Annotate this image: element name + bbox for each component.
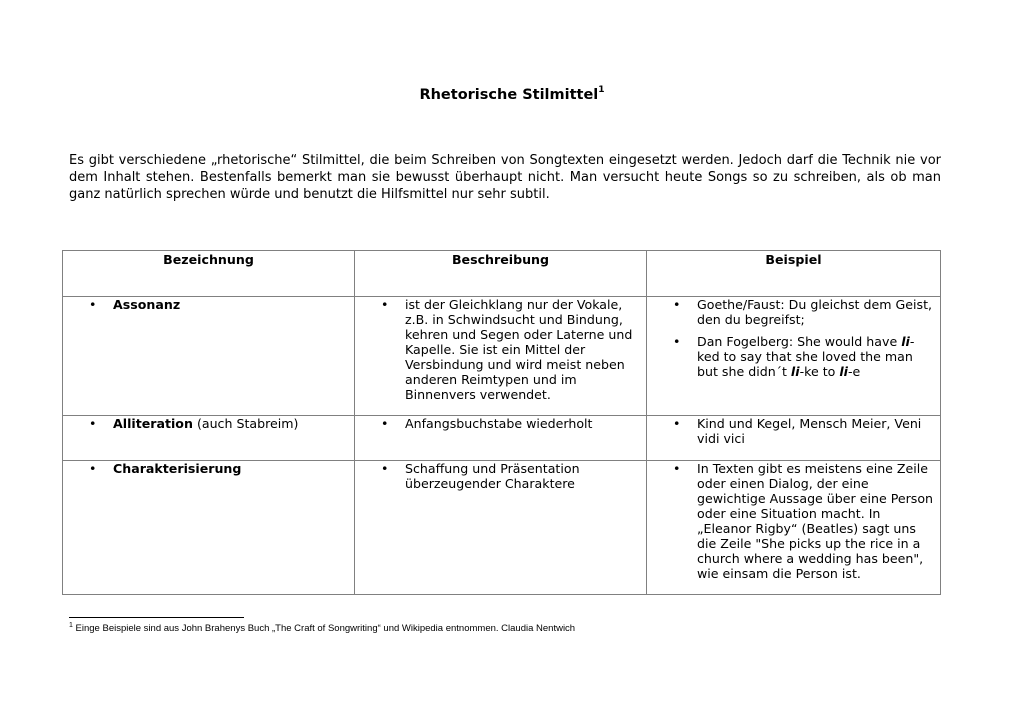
column-header-beschreibung: Beschreibung: [355, 251, 647, 297]
description-cell: [355, 297, 647, 416]
description-list: [355, 297, 646, 402]
footnote-mark: 1: [69, 622, 73, 629]
example-list: [647, 416, 940, 446]
term-name: Alliteration: [113, 416, 193, 431]
emphasis-text: li: [790, 364, 800, 379]
list-item: • Goethe/Faust: Du gleichst dem Geist, den du begreifst;: [647, 297, 940, 327]
list-item: • Schaffung und Präsentation überzeugender Charaktere: [355, 461, 646, 491]
term-list: [63, 416, 354, 431]
term-suffix: (auch Stabreim): [192, 416, 299, 431]
example-cell: [647, 416, 941, 461]
term-cell: [63, 461, 355, 595]
list-item: • In Texten gibt es meistens eine Zeile oder einen Dialog, der eine gewichtige Aussage über eine Person oder eine Situation macht. In „Eleanor Rigby“ (Beatles) sagt uns die Zeile "She picks up the rice in a church where a wedding has been", wie einsam die Person ist.: [647, 461, 940, 581]
footnote-separator: [69, 617, 244, 618]
footnote-text: Einge Beispiele sind aus John Brahenys Buch „The Craft of Songwriting“ und Wikipedia entnommen. Claudia Nentwich: [72, 623, 576, 635]
term-list: [63, 297, 354, 312]
list-item: • ist der Gleichklang nur der Vokale, z.B. in Schwindsucht und Bindung, kehren und Segen oder Laterne und Kapelle. Sie ist ein Mittel der Versbindung und wird meist neben anderen Reimtypen und im Binnenvers verwendet.: [355, 297, 646, 402]
table-row: [63, 297, 941, 416]
description-list: [355, 461, 646, 491]
list-item: • Kind und Kegel, Mensch Meier, Veni vidi vici: [647, 416, 940, 446]
table-row: [63, 461, 941, 595]
term-list: [63, 461, 354, 476]
example-text: -ked to say that she loved the man but she didn´t: [697, 334, 915, 379]
column-header-beispiel: Beispiel: [647, 251, 941, 297]
table-row: [63, 416, 941, 461]
example-list: [647, 461, 940, 581]
example-text: -ke to: [799, 364, 840, 379]
list-item: [647, 334, 940, 379]
term-cell: [63, 416, 355, 461]
title-text: Rhetorische Stilmittel: [419, 86, 599, 103]
term-name: Charakterisierung: [113, 461, 242, 476]
footnote: [69, 622, 575, 634]
list-item: [63, 461, 354, 476]
example-text: Dan Fogelberg: She would have: [697, 334, 902, 349]
description-list: [355, 416, 646, 431]
list-item: • Anfangsbuchstabe wiederholt: [355, 416, 646, 431]
term-cell: [63, 297, 355, 416]
example-cell: [647, 297, 941, 416]
intro-paragraph: Es gibt verschiedene „rhetorische“ Stilmittel, die beim Schreiben von Songtexten eingesetzt werden. Jedoch darf die Technik nie vor dem Inhalt stehen. Bestenfalls bemerkt man sie bewusst überhaupt nicht. Man versucht heute Songs so zu schreiben, als ob man ganz natürlich sprechen würde und benutzt die Hilfsmittel nur sehr subtil.: [69, 153, 941, 202]
emphasis-text: li: [839, 364, 848, 379]
list-item: [63, 297, 354, 312]
footnote-reference[interactable]: 1: [598, 85, 605, 95]
table-header-row: [63, 251, 941, 297]
example-text: -e: [848, 364, 861, 379]
description-cell: [355, 416, 647, 461]
list-item: [63, 416, 354, 431]
example-cell: [647, 461, 941, 595]
term-name: Assonanz: [113, 297, 181, 312]
page-title: [0, 86, 1024, 103]
description-cell: [355, 461, 647, 595]
emphasis-text: li: [901, 334, 910, 349]
example-list: [647, 297, 940, 379]
stilmittel-table: [62, 250, 941, 595]
column-header-bezeichnung: Bezeichnung: [63, 251, 355, 297]
